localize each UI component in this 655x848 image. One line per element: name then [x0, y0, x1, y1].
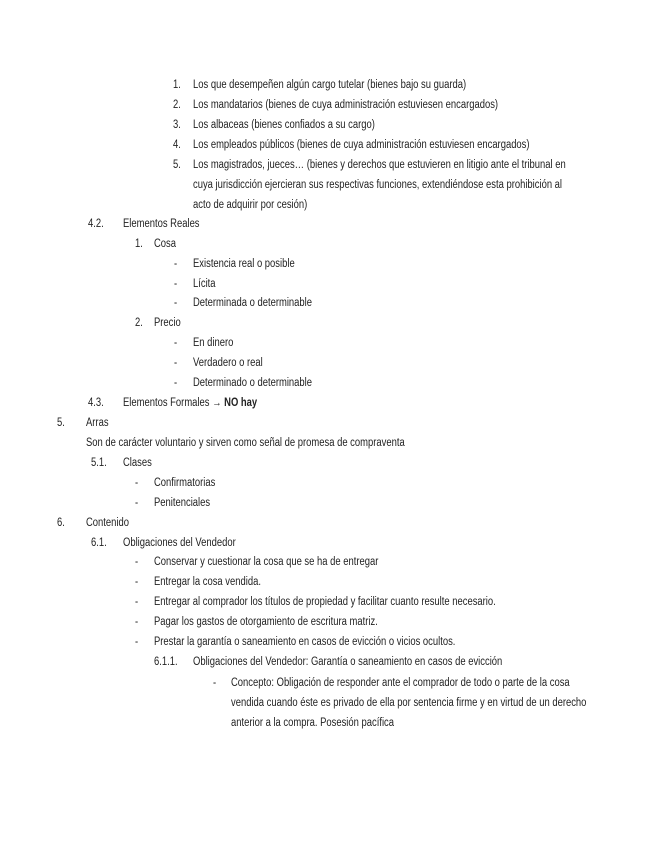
bullet-item: Determinada o determinable [193, 297, 312, 309]
bullet-item: Verdadero o real [193, 357, 263, 369]
list-item: Los albaceas (bienes confiados a su cargo) [193, 119, 375, 131]
bullet-dash: - [174, 377, 178, 389]
section-number: 6. [57, 517, 65, 529]
bullet-dash: - [135, 636, 139, 648]
bullet-item: Prestar la garantía o saneamiento en casos de evicción o vicios ocultos. [154, 636, 456, 648]
section-title: Clases [123, 457, 152, 469]
section-number: 5.1. [91, 457, 107, 469]
section-number: 6.1.1. [154, 656, 178, 668]
bullet-item: Pagar los gastos de otorgamiento de escritura matriz. [154, 616, 378, 628]
bullet-item: Entregar la cosa vendida. [154, 576, 261, 588]
section-title-bold: NO hay [224, 397, 258, 409]
section-number: 4.2. [88, 218, 104, 230]
bullet-dash: - [135, 477, 139, 489]
section-title: Elementos Reales [123, 218, 200, 230]
bullet-item: Existencia real o posible [193, 258, 295, 270]
section-title-text: Elementos Formales → [123, 397, 222, 409]
bullet-item: Conservar y cuestionar la cosa que se ha de entregar [154, 556, 379, 568]
section-description: Son de carácter voluntario y sirven como señal de promesa de compraventa [86, 437, 405, 449]
list-number: 1. [135, 238, 143, 250]
bullet-dash: - [213, 677, 217, 689]
bullet-item: Concepto: Obligación de responder ante el comprador de todo o parte de la cosa [231, 677, 570, 689]
bullet-item-continuation: vendida cuando éste es privado de ella por sentencia firme y en virtud de un derecho [231, 697, 587, 709]
list-number: 4. [173, 139, 181, 151]
list-item-continuation: cuya jurisdicción ejercieran sus respectivas funciones, extendiéndose esta prohibición al [193, 179, 563, 191]
bullet-item: Penitenciales [154, 497, 211, 509]
bullet-dash: - [174, 258, 178, 270]
list-number: 3. [173, 119, 181, 131]
bullet-dash: - [135, 596, 139, 608]
section-title: Obligaciones del Vendedor: Garantía o saneamiento en casos de evicción [193, 656, 503, 668]
bullet-dash: - [135, 497, 139, 509]
bullet-dash: - [174, 297, 178, 309]
bullet-dash: - [174, 357, 178, 369]
section-number: 5. [57, 417, 65, 429]
list-number: 2. [173, 99, 181, 111]
section-number: 4.3. [88, 397, 104, 409]
bullet-item: En dinero [193, 337, 234, 349]
section-title: Arras [86, 417, 109, 429]
list-number: 2. [135, 317, 143, 329]
bullet-item: Confirmatorias [154, 477, 216, 489]
section-title [123, 396, 257, 411]
bullet-item: Lícita [193, 278, 216, 290]
list-number: 5. [173, 159, 181, 171]
list-item-continuation: acto de adquirir por cesión) [193, 199, 308, 211]
bullet-dash: - [135, 616, 139, 628]
section-number: 6.1. [91, 537, 107, 549]
list-item: Precio [154, 317, 181, 329]
list-item: Cosa [154, 238, 177, 250]
bullet-dash: - [174, 337, 178, 349]
bullet-dash: - [174, 278, 178, 290]
bullet-dash: - [135, 556, 139, 568]
bullet-dash: - [135, 576, 139, 588]
section-title: Obligaciones del Vendedor [123, 537, 236, 549]
list-item: Los magistrados, jueces… (bienes y derechos que estuvieren en litigio ante el tribunal en [193, 159, 566, 171]
list-item: Los que desempeñen algún cargo tutelar (bienes bajo su guarda) [193, 79, 467, 91]
list-item: Los empleados públicos (bienes de cuya administración estuviesen encargados) [193, 139, 530, 151]
bullet-item-continuation: anterior a la compra. Posesión pacífica [231, 717, 395, 729]
bullet-item: Determinado o determinable [193, 377, 312, 389]
section-title: Contenido [86, 517, 129, 529]
list-item: Los mandatarios (bienes de cuya administración estuviesen encargados) [193, 99, 499, 111]
bullet-item: Entregar al comprador los títulos de propiedad y facilitar cuanto resulte necesario. [154, 596, 496, 608]
list-number: 1. [173, 79, 181, 91]
